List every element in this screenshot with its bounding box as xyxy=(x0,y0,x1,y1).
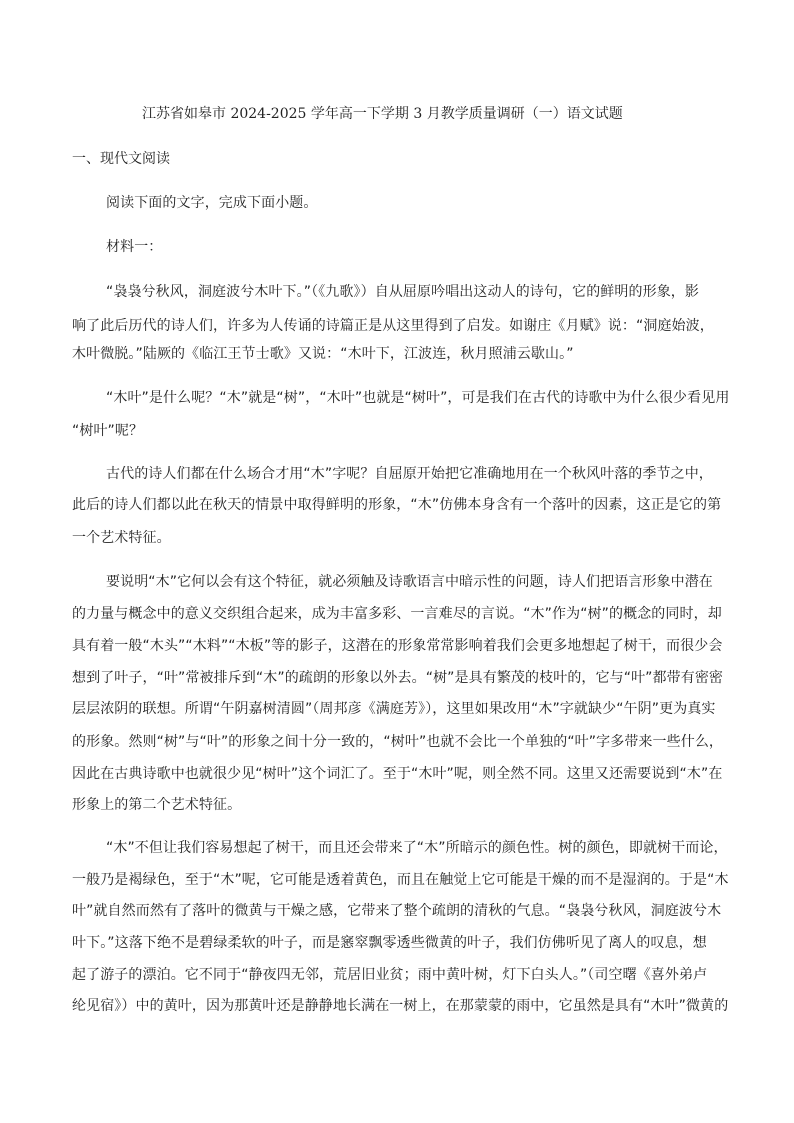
passage-line: 响了此后历代的诗人们，许多为人传诵的诗篇正是从这里得到了启发。如谢庄《月赋》说：“洞庭始波， xyxy=(72,318,714,334)
passage-line: 木叶微脱。”陆厥的《临江王节士歌》又说：“木叶下，江波连，秋月照浦云歇山。” xyxy=(72,346,574,362)
passage-line: 叶下。”这落下绝不是碧绿柔软的叶子，而是窸窣飘零透些微黄的叶子，我们仿佛听见了离人的叹息，想 xyxy=(72,935,707,951)
passage-line: 的形象。然则“树”与“叶”的形象之间十分一致的，“树叶”也就不会比一个单独的“叶”字多带来一些什么， xyxy=(72,734,724,750)
passage-line: “木”不但让我们容易想起了树干，而且还会带来了“木”所暗示的颜色性。树的颜色，即就树干而论， xyxy=(106,840,728,856)
passage-line: 一般乃是褐绿色，至于“木”呢，它可能是透着黄色，而且在触觉上它可能是干燥的而不是湿润的。于是“木 xyxy=(72,872,729,888)
instruction: 阅读下面的文字，完成下面小题。 xyxy=(106,195,318,211)
passage-line: 此后的诗人们都以此在秋天的情景中取得鲜明的形象，“木”仿佛本身含有一个落叶的因素，这正是它的第 xyxy=(72,497,722,513)
material-label: 材料一： xyxy=(106,239,163,255)
passage-line: 想到了叶子，“叶”常被排斥到“木”的疏朗的形象以外去。“树”是具有繁茂的枝叶的，它与“叶”都带有密密 xyxy=(72,670,724,686)
passage-line: 因此在古典诗歌中也就很少见“树叶”这个词汇了。至于“木叶”呢，则全然不同。这里又还需要说到“木”在 xyxy=(72,766,723,782)
passage-line: “树叶”呢？ xyxy=(72,423,144,439)
section-heading: 一、现代文阅读 xyxy=(72,151,170,167)
passage-line: 具有着一般“木头”“木料”“木板”等的影子，这潜在的形象常常影响着我们会更多地想起了树干，而很少会 xyxy=(72,638,723,654)
passage-line: 纶见宿》）中的黄叶，因为那黄叶还是静静地长满在一树上，在那蒙蒙的雨中，它虽然是具有“木叶”微黄的 xyxy=(72,998,729,1014)
passage-line: 形象上的第二个艺术特征。 xyxy=(72,797,242,813)
page-title: 江苏省如皋市 2024-2025 学年高一下学期 3 月教学质量调研（一）语文试题 xyxy=(142,106,623,122)
passage-line: 古代的诗人们都在什么场合才用“木”字呢？自屈原开始把它准确地用在一个秋风叶落的季节之中， xyxy=(106,466,713,482)
passage-line: 层层浓阴的联想。所谓“午阴嘉树清圆”（周邦彦《满庭芳》），这里如果改用“木”字就缺少“午阴”更为真实 xyxy=(72,701,716,717)
passage-line: 叶”就自然而然有了落叶的微黄与干燥之感，它带来了整个疏朗的清秋的气息。“袅袅兮秋风，洞庭波兮木 xyxy=(72,903,722,919)
passage-line: “袅袅兮秋风，洞庭波兮木叶下。”（《九歌》）自从屈原吟唱出这动人的诗句，它的鲜明的形象，影 xyxy=(106,284,700,300)
passage-line: 起了游子的漂泊。它不同于“静夜四无邻，荒居旧业贫；雨中黄叶树，灯下白头人。”（司空曙《喜外弟卢 xyxy=(72,967,708,983)
passage-line: 要说明“木”它何以会有这个特征，就必须触及诗歌语言中暗示性的问题，诗人们把语言形象中潜在 xyxy=(106,574,713,590)
passage-line: “木叶”是什么呢？“木”就是“树”，“木叶”也就是“树叶”，可是我们在古代的诗歌中为什么很少看见用 xyxy=(106,390,730,406)
passage-line: 一个艺术特征。 xyxy=(72,530,171,546)
passage-line: 的力量与概念中的意义交织组合起来，成为丰富多彩、一言难尽的言说。“木”作为“树”的概念的同时，却 xyxy=(72,606,722,622)
